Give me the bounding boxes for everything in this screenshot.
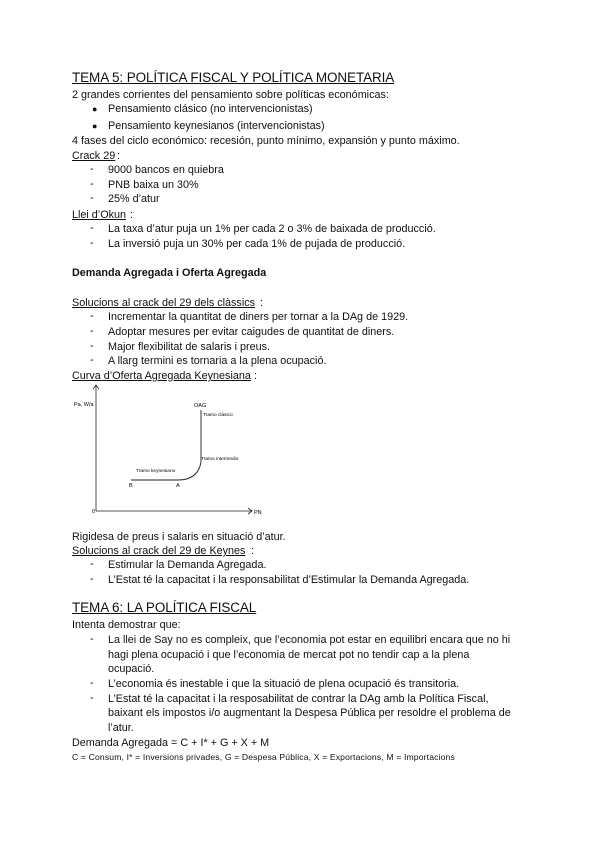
- section-heading: Demanda Agregada i Oferta Agregada: [72, 267, 267, 279]
- oag-chart: [70, 383, 270, 523]
- dash-icon: -: [90, 340, 94, 352]
- dash-icon: -: [90, 310, 94, 322]
- corriente-item: Pensamiento clásico (no intervencionistas): [108, 103, 313, 115]
- point-a-label: A: [176, 483, 180, 489]
- tema6-item-line: L’economia és inestable i que la situació de plena ocupació és transitoria.: [108, 678, 460, 690]
- formula-legend: C = Consum, I* = Inversions privades, G = Despesa Pública, X = Exportacions, M = Importacions: [72, 752, 455, 762]
- document-page: TEMA 5: POLÍTICA FISCAL Y POLÍTICA MONETARIA 2 grandes corrientes del pensamiento sobre políticas económicas: ● Pensamiento clásico (no intervencionistas) ● Pensamiento keynesianos (intervencionistas) 4 fases del ciclo económico: recesión, punto mínimo, expansión y punto máximo. Crack 29 : - 9000 bancos en quiebra - PNB baixa un 30% - 25% d’atur Llei d’Okun : - La taxa d’atur puja un 1% per cada 2 o 3% de baixada de producció. - La inversió puja un 30% per cada 1% de pujada de producció. Demanda Agregada i Oferta Agregada Solucions al crack del 29 dels clàssics : - Incrementar la quantitat de diners per tornar a la DAg de 1929. - Adoptar mesures per evitar caigudes de quantitat de diners. - Major flexibilitat de salaris i preus. - A llarg termini es tornaria a la plena ocupació. Curva d’Oferta Agregada Keynesiana : Pa, W/a PN 0 OAG Tramo clásico Tramo intermedio Tramo keynesiano B A Rigidesa de preus i salaris en situació d’atur. Solucions al crack del 29 de Keynes : - Estimular la Demanda Agregada. - L’Estat té la capacitat i la responsabilitat d’Estimular la Demanda Agregada. TEMA 6: LA POLÍTICA FISCAL Intenta demostrar que: - La llei de Say no es compleix, que l’economia pot estar en equilibri encara que no hi hagi plena ocupació i que l’economia de mercat pot no tendir cap a la plena ocupació. - L’economia és inestable i que la situació de plena ocupació és transitoria. - L’Estat té la capacitat i la resposabilitat de contrar la DAg amb la Política Fiscal, baixant els impostos i/o augmentant la Despesa Pública per resoldre el problema de l’atur. Demanda Agregada = C + I* + G + X + M C = Consum, I* = Inversions privades, G = Despesa Pública, X = Exportacions, M = Importacions: [72, 70, 511, 762]
- y-axis-label: Pa, W/a: [74, 402, 94, 408]
- tema6-item-line: hagi plena ocupació i que l’economia de mercat pot no tendir cap a la plena: [108, 649, 470, 661]
- dash-icon: -: [90, 692, 94, 704]
- crack-item: PNB baixa un 30%: [108, 179, 199, 191]
- solucio-item: Incrementar la quantitat de diners per tornar a la DAg de 1929.: [108, 311, 409, 323]
- dash-icon: -: [90, 573, 94, 585]
- fases-text: 4 fases del ciclo económico: recesión, punto mínimo, expansión y punto máximo.: [72, 135, 460, 147]
- crack-item: 9000 bancos en quiebra: [108, 164, 224, 176]
- solucio-item: A llarg termini es tornaria a la plena ocupació.: [108, 355, 327, 367]
- origin-label: 0: [92, 509, 96, 515]
- point-b-label: B: [129, 483, 133, 489]
- crack-item: 25% d’atur: [108, 193, 160, 205]
- solucio-item: Adoptar mesures per evitar caigudes de quantitat de diners.: [108, 326, 395, 338]
- okun-item: La inversió puja un 30% per cada 1% de pujada de producció.: [108, 238, 406, 250]
- formula-text: Demanda Agregada = C + I* + G + X + M: [72, 737, 270, 749]
- bullet-icon: ●: [92, 104, 98, 114]
- tema6-item-line: La llei de Say no es compleix, que l’economia pot estar en equilibri encara que no hi: [108, 634, 511, 646]
- tema5-title: TEMA 5: POLÍTICA FISCAL Y POLÍTICA MONETARIA: [72, 70, 395, 85]
- dash-icon: -: [90, 163, 94, 175]
- tema6-item-line: L’Estat té la capacitat i la resposabilitat de contrar la DAg amb la Política Fiscal,: [108, 693, 489, 705]
- tramo-intermedio-label: Tramo intermedio: [201, 457, 239, 462]
- dash-icon: -: [90, 178, 94, 190]
- keynes-item: Estimular la Demanda Agregada.: [108, 559, 267, 571]
- solucions-keynes-label: Solucions al crack del 29 de Keynes: [72, 545, 246, 557]
- dash-icon: -: [90, 677, 94, 689]
- tema6-item-line: baixant els impostos i/o augmentant la Despesa Pública per resoldre el problema de: [108, 707, 511, 719]
- dash-icon: -: [90, 325, 94, 337]
- okun-item: La taxa d’atur puja un 1% per cada 2 o 3% de baixada de producció.: [108, 223, 436, 235]
- tramo-clasico-label: Tramo clásico: [203, 413, 233, 418]
- dash-icon: -: [90, 558, 94, 570]
- tema6-intenta: Intenta demostrar que:: [72, 619, 181, 631]
- tema6-title: TEMA 6: LA POLÍTICA FISCAL: [72, 600, 257, 615]
- crack-label: Crack 29: [72, 150, 116, 162]
- keynes-item: L’Estat té la capacitat i la responsabilitat d’Estimular la Demanda Agregada.: [108, 574, 470, 586]
- dash-icon: -: [90, 633, 94, 645]
- rigidesa-text: Rigidesa de preus i salaris en situació d’atur.: [72, 531, 286, 543]
- tema6-item-line: ocupació.: [108, 663, 155, 675]
- curve-label: OAG: [194, 403, 207, 409]
- tramo-keynesiano-label: Tramo keynesiano: [136, 469, 176, 474]
- bullet-icon: ●: [92, 121, 98, 131]
- dash-icon: -: [90, 192, 94, 204]
- tema5-intro: 2 grandes corrientes del pensamiento sobre políticas económicas:: [72, 89, 389, 101]
- corriente-item: Pensamiento keynesianos (intervencionistas): [108, 120, 325, 132]
- curva-label: Curva d’Oferta Agregada Keynesiana: [72, 370, 251, 382]
- x-axis-label: PN: [254, 510, 262, 516]
- solucions-clasics-label: Solucions al crack del 29 dels clàssics: [72, 297, 256, 309]
- dash-icon: -: [90, 354, 94, 366]
- solucio-item: Major flexibilitat de salaris i preus.: [108, 341, 271, 353]
- dash-icon: -: [90, 222, 94, 234]
- dash-icon: -: [90, 237, 94, 249]
- okun-label: Llei d’Okun: [72, 209, 127, 221]
- tema6-item-line: l’atur.: [108, 722, 134, 734]
